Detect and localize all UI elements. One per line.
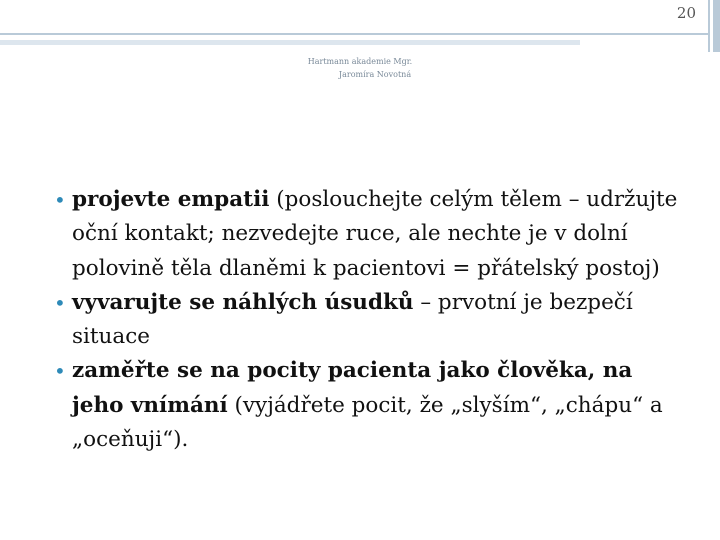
bullet-text: (poslouchejte celým tělem – udržujte oční kontakt; nezvedejte ruce, ale nechte je v dolní polovině těla dlaněmi k pacientovi = přátelský postoj) (72, 187, 678, 281)
right-accent-bar (713, 0, 720, 52)
header-line-accent (0, 40, 580, 45)
slide-content (46, 183, 686, 457)
bullet-bold-text: zaměřte se na pocity pacienta jako člověka, na jeho vnímání (72, 358, 633, 418)
bullet-text: (vyjádřete pocit, že „slyším“, „chápu“ a „oceňuji“). (72, 392, 663, 453)
footer-note-line2: Jaromíra Novotná (338, 70, 412, 79)
footer-note-line1: Hartmann akademie Mgr. (307, 57, 413, 66)
footer-note (0, 55, 720, 81)
right-accent-bar-thin (708, 0, 710, 52)
bullet-text: – prvotní je bezpečí situace (72, 289, 633, 350)
list-item (46, 286, 686, 355)
list-item (46, 354, 686, 457)
bullet-list (46, 183, 686, 457)
header-line (0, 33, 708, 35)
list-item (46, 183, 686, 286)
bullet-icon: • (54, 188, 66, 212)
bullet-bold-text: vyvarujte se náhlých úsudků (72, 289, 414, 315)
bullet-icon: • (54, 290, 66, 315)
bullet-bold-text: projevte empatii (72, 187, 270, 212)
bullet-icon: • (54, 359, 66, 384)
slide-number: 20 (676, 4, 696, 22)
